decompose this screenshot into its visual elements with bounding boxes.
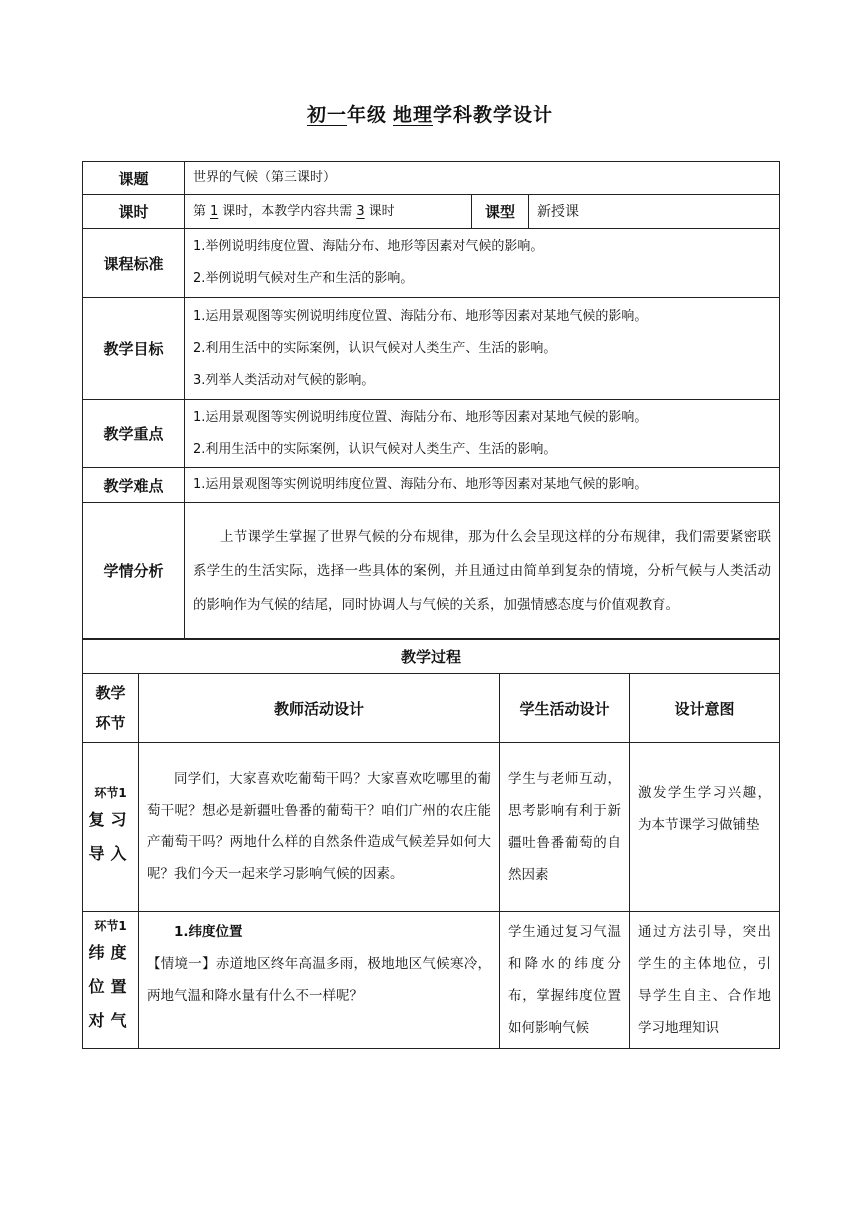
topic-label: 课题 (83, 162, 185, 195)
stage-number: 环节1 (94, 919, 127, 933)
col-stage-line1: 教学 (95, 684, 126, 702)
period-value (185, 195, 472, 229)
student-activity: 学生通过复习气温和降水的纬度分布，掌握纬度位置如何影响气候 (500, 912, 630, 1049)
key-item: 1.运用景观图等实例说明纬度位置、海陆分布、地形等因素对某地气候的影响。 (193, 409, 648, 425)
difficult-item: 1.运用景观图等实例说明纬度位置、海陆分布、地形等因素对某地气候的影响。 (185, 468, 780, 503)
process-table (82, 639, 780, 1049)
standard-label: 课程标准 (83, 229, 185, 298)
goal-row (83, 298, 780, 400)
process-section-title: 教学过程 (83, 640, 780, 674)
stage-name-line2: 位置 (88, 977, 133, 996)
difficult-row (83, 468, 780, 503)
process-header-row (83, 674, 780, 743)
design-intent: 通过方法引导，突出学生的主体地位，引导学生自主、合作地学习地理知识 (630, 912, 780, 1049)
stage-name-line3: 对气 (88, 1011, 133, 1030)
analysis-row (83, 503, 780, 639)
goal-item: 3.列举人类活动对气候的影响。 (193, 372, 375, 388)
subject-value: 地理 (393, 104, 434, 126)
period-row (83, 195, 780, 229)
col-student-header: 学生活动设计 (500, 674, 630, 743)
teacher-activity: 同学们，大家喜欢吃葡萄干吗？大家喜欢吃哪里的葡萄干呢？想必是新疆吐鲁番的葡萄干？咱们广州的农庄能产葡萄干吗？两地什么样的自然条件造成气候差异如何大呢？我们今天一起来学习影响气候的因素。 (139, 743, 500, 912)
student-activity: 学生与老师互动，思考影响有利于新疆吐鲁番葡萄的自然因素 (500, 743, 630, 912)
stage-name-line2: 导入 (88, 844, 133, 863)
teacher-activity (139, 912, 500, 1049)
page-title (0, 100, 860, 127)
analysis-label: 学情分析 (83, 503, 185, 639)
stage-cell (83, 743, 139, 912)
standard-item: 2.举例说明气候对生产和生活的影响。 (193, 271, 414, 286)
stage-name-line1: 纬度 (88, 943, 133, 962)
col-stage-line2: 环节 (95, 714, 126, 732)
key-label: 教学重点 (83, 400, 185, 468)
key-item: 2.利用生活中的实际案例，认识气候对人类生产、生活的影响。 (193, 441, 557, 457)
process-row (83, 912, 780, 1049)
analysis-text: 上节课学生掌握了世界气候的分布规律，那为什么会呈现这样的分布规律，我们需要紧密联系学生的生活实际，选择一些具体的案例，并且通过由简单到复杂的情境，分析气候与人类活动的影响作为气候的结尾，同时协调人与气候的关系，加强情感态度与价值观教育。 (185, 503, 780, 639)
type-label: 课型 (472, 195, 529, 229)
topic-row (83, 162, 780, 195)
goal-content (185, 298, 780, 400)
standard-item: 1.举例说明纬度位置、海陆分布、地形等因素对气候的影响。 (193, 239, 544, 254)
period-label: 课时 (83, 195, 185, 229)
stage-number: 环节1 (94, 786, 127, 800)
difficult-label: 教学难点 (83, 468, 185, 503)
design-intent: 激发学生学习兴趣，为本节课学习做铺垫 (630, 743, 780, 912)
goal-item: 2.利用生活中的实际案例，认识气候对人类生产、生活的影响。 (193, 340, 557, 356)
process-title-row (83, 640, 780, 674)
key-content (185, 400, 780, 468)
stage-name-line1: 复习 (88, 810, 133, 829)
col-intent-header: 设计意图 (630, 674, 780, 743)
goal-item: 1.运用景观图等实例说明纬度位置、海陆分布、地形等因素对某地气候的影响。 (193, 308, 648, 324)
teacher-text: 【情境一】赤道地区终年高温多雨，极地地区气候寒冷，两地气温和降水量有什么不一样呢？ (147, 956, 491, 1004)
grade-word: 年级 (346, 104, 387, 126)
key-row (83, 400, 780, 468)
col-teacher-header: 教师活动设计 (139, 674, 500, 743)
standard-row (83, 229, 780, 298)
period-total: 3 (356, 203, 365, 219)
period-num: 1 (210, 203, 219, 219)
teacher-heading: 1.纬度位置 (174, 924, 243, 940)
period-suffix: 课时 (368, 203, 395, 219)
title-suffix: 学科教学设计 (433, 104, 554, 126)
goal-label: 教学目标 (83, 298, 185, 400)
grade-value: 初一 (306, 104, 347, 126)
col-stage-header (83, 674, 139, 743)
period-prefix: 第 (193, 203, 207, 219)
standard-content (185, 229, 780, 298)
type-value: 新授课 (529, 195, 780, 229)
topic-value: 世界的气候（第三课时） (185, 162, 780, 195)
info-table (82, 161, 780, 639)
process-row (83, 743, 780, 912)
period-mid: 课时，本教学内容共需 (222, 203, 353, 219)
stage-cell (83, 912, 139, 1049)
